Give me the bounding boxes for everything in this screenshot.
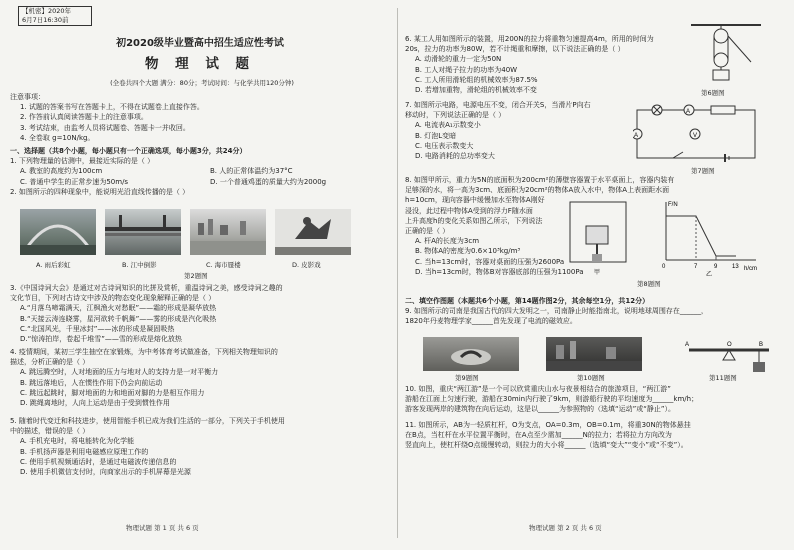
q9-stem-line: 1820年丹麦物理学家______首先发现了电流的磁效应。	[405, 317, 577, 326]
q8-figure	[566, 198, 786, 278]
q7-option-d: D. 电路消耗的总功率变大	[415, 152, 495, 161]
rainbow-photo	[20, 209, 96, 255]
notice-item: 3. 考试结束，由监考人员将试题卷、答题卡一并收回。	[20, 123, 190, 132]
svg-text:B: B	[759, 342, 764, 348]
q7-stem-line: 7. 如图所示电路，电源电压不变，闭合开关S，当滑片P向右	[405, 101, 591, 109]
shadow-play-art	[275, 209, 351, 255]
river-reflection-photo	[105, 209, 181, 255]
q6-option-c: C. 工人所用滑轮组的机械效率为87.5%	[415, 75, 538, 84]
q4-option-b: B. 跳远落地后，人在惯性作用下仍会向前运动	[20, 378, 163, 387]
q8-tick-9: 9	[714, 264, 718, 270]
q8-fig-a-label: 甲	[594, 270, 601, 276]
q5-stem-line: 5. 随着时代变迁和科技进步，使用智能手机已成为我们生活的一部分，下列关于手机使用	[10, 417, 285, 425]
q3-option-a: A.“月落乌啼霜满天，江枫渔火对愁眠”——霜的形成是凝华放热	[20, 304, 217, 313]
q11-figure-caption: 第11题图	[709, 374, 737, 382]
svg-text:A: A	[634, 133, 639, 139]
q7-option-a: A. 电流表A₁示数变小	[415, 121, 481, 130]
q9-figure-caption: 第9题图	[455, 374, 479, 382]
question-3	[10, 283, 390, 344]
q3-stem-line: 3.《中国诗词大会》是通过对古诗词知识的比拼及赏析，重温诗词之美，感受诗词之趣的	[10, 284, 283, 292]
q2-label-b: B. 江中倒影	[122, 261, 157, 269]
section-1-heading: 一、选择题（共8个小题，每小题只有一个正确选项，每小题3分，共24分）	[10, 147, 247, 155]
q2-stem: 2. 如图所示的四种现象中，能说明光沿直线传播的是（ ）	[10, 187, 190, 196]
q2-figure-caption: 第2题图	[184, 272, 208, 280]
q7-figure-caption: 第7题图	[691, 167, 715, 175]
q11-stem-line: 11. 如图所示，AB为一轻质杠杆，O为支点，OA=0.3m，OB=0.1m，将重30N的物体悬挂	[405, 421, 691, 429]
q7-option-b: B. 灯泡L变暗	[415, 131, 457, 140]
q4-option-d: D. 跳绳离地时，人向上运动是由于受到惯性作用	[20, 399, 170, 408]
confidential-stamp	[18, 6, 92, 26]
q7-option-c: C. 电压表示数变大	[415, 141, 474, 150]
q8-tick-7: 7	[694, 264, 698, 270]
q2-label-d: D. 皮影戏	[292, 261, 321, 269]
q10-stem-line: 游客发现两岸的建筑物在向后运动，这是以______为参照物的（选填“运动”或“静止”）。	[405, 405, 676, 414]
exam-note: (全卷共四个大题 满分：80分；考试时间：与化学共用120分钟)	[110, 79, 294, 87]
q8-stem-line: 足够深的水，将一高为3cm、底面积为20cm²的物体A放入水中，物体A上表面距水面	[405, 186, 670, 195]
q8-fig-b-label: 乙	[706, 272, 713, 278]
q10-stem-line: 游船在江面上匀速行驶，游船在30min内行驶了9km，则游船行驶的平均速度为______km/h；	[405, 395, 699, 404]
svg-text:O: O	[727, 342, 732, 348]
q8-tick-0: 0	[662, 264, 666, 270]
notice-item: 2. 作答前认真阅读答题卡上的注意事项。	[20, 113, 148, 122]
q3-option-d: D.“惊涛拍岸，卷起千堆雪”——雪的形成是熔化放热	[20, 335, 182, 344]
compass-photo	[423, 337, 519, 371]
notice-block	[10, 92, 390, 143]
q5-option-a: A. 手机充电时，将电能转化为化学能	[20, 437, 135, 446]
q2-label-a: A. 雨后彩虹	[36, 261, 71, 269]
q8-option-c: C. 当h=13cm时，容器对桌面的压强为2600Pa	[415, 257, 565, 266]
stamp-line-1: 【机密】2020年	[22, 7, 72, 15]
svg-text:A: A	[686, 109, 691, 115]
q7-circuit-figure	[633, 104, 761, 164]
q8-stem-line: 浸没，此过程中物体A受到的浮力F随水面	[405, 206, 533, 215]
svg-text:A: A	[685, 342, 690, 348]
q4-stem-line: 4. 疫情期间，某初三学生抽空在家锻炼，为中考体育考试做准备，下列相关物理知识的	[10, 348, 278, 356]
q5-option-c: C. 使用手机视频通话时，是通过电磁波传递信息的	[20, 457, 177, 466]
section-2-heading: 二、填空作图题（本题共6个小题，第14题作图2分，其余每空1分，共12分）	[405, 297, 650, 305]
mirage-photo	[190, 209, 266, 255]
q2-label-c: C. 海市蜃楼	[206, 261, 241, 269]
q8-figure-caption: 第8题图	[637, 280, 661, 288]
q2-figures	[20, 209, 351, 255]
q5-option-d: D. 使用手机微信支付时，向商家出示的手机屏幕是光源	[20, 468, 191, 477]
question-4	[10, 347, 390, 408]
q1-stem: 1. 下列物理量的估测中，最接近实际的是（ ）	[10, 157, 155, 166]
night-river-photo	[546, 337, 642, 371]
svg-text:V: V	[693, 133, 698, 139]
q6-option-b: B. 工人对绳子拉力的功率为40W	[415, 65, 518, 74]
notice-heading: 注意事项：	[10, 93, 45, 101]
mirage-art	[190, 209, 266, 255]
q6-option-d: D. 若增加重物，滑轮组的机械效率不变	[415, 86, 537, 95]
q7-stem-line: 移动时，下列说法正确的是（ ）	[405, 111, 506, 120]
q6-stem-line: 20s，拉力的功率为80W，若不计绳重和摩擦，以下说法正确的是（ ）	[405, 45, 625, 54]
q6-pulley-figure	[691, 22, 761, 90]
shadow-play-photo	[275, 209, 351, 255]
q11-lever-figure	[683, 330, 775, 378]
notice-item: 4. 全卷取 g=10N/kg。	[20, 133, 95, 142]
q10-stem-line: 10. 如图，重庆“两江游”是一个可以欣赏重庆山水与夜景相结合的旅游项目，“两江游”	[405, 385, 671, 393]
rainbow-photo-art	[20, 209, 96, 255]
compass-art	[423, 337, 519, 371]
q8-option-a: A. 杆A的长度为3cm	[415, 237, 480, 246]
q8-axis-x: h/cm	[744, 266, 758, 272]
q8-stem-line: 上升高度h的变化关系如图乙所示，下列说法	[405, 216, 543, 225]
night-river-art	[546, 337, 642, 371]
question-10	[405, 384, 785, 415]
q3-option-b: B.“天接云涛连晓雾，星河欲转千帆舞”——雾的形成是汽化吸热	[20, 314, 217, 323]
q6-stem-line: 6. 某工人用如图所示的装置，用200N的拉力将重物匀速提高4m，所用的时间为	[405, 35, 654, 43]
q1-option-d: D. 一个普通鸡蛋的质量大约为2000g	[210, 177, 327, 186]
q4-option-c: C. 跳远起跳时，脚对地面的力和地面对脚的力是相互作用力	[20, 388, 205, 397]
q8-tick-13: 13	[732, 264, 739, 270]
page-divider	[397, 8, 398, 538]
q1-option-c: C. 普通中学生的正常步速为50m/s	[20, 177, 129, 186]
page-left	[6, 0, 394, 550]
q5-stem-line: 中的描述，错误的是（ ）	[10, 427, 90, 436]
footer-right: 物理试题 第 2 页 共 6 页	[529, 524, 602, 532]
notice-item: 1. 试题的答案书写在答题卡上，不得在试题卷上直接作答。	[20, 103, 204, 112]
q10-figure-caption: 第10题图	[577, 374, 605, 382]
q8-option-d: D. 当h=13cm时，物体B对容器底部的压强为1100Pa	[415, 267, 584, 276]
question-6	[405, 34, 675, 95]
q11-stem-line: 在B点，当杠杆在水平位置平衡时，在A点至少需加______N的拉力；若将拉力方向改为	[405, 431, 672, 440]
footer-left: 物理试题 第 1 页 共 6 页	[126, 524, 199, 532]
q4-stem-line: 描述，分析正确的是（ ）	[10, 358, 90, 367]
bridge-art	[105, 209, 181, 255]
exam-title: 物 理 试 题	[144, 56, 256, 72]
q8-axis-y: F/N	[668, 202, 678, 208]
page-right	[401, 0, 789, 550]
question-9	[405, 296, 785, 327]
q4-option-a: A. 跳远腾空时，人对地面的压力与地对人的支持力是一对平衡力	[20, 368, 219, 377]
q8-stem-line: h=10cm，现向容器中缓慢加水至物体A刚好	[405, 196, 545, 205]
q6-figure-caption: 第6题图	[701, 89, 725, 97]
q8-stem-line: 正确的是（ ）	[405, 227, 450, 236]
q3-stem-line: 文化节目，下列对古诗文中涉及的物态变化现象解释正确的是（ ）	[10, 294, 216, 303]
q5-option-b: B. 手机扬声器是利用电磁感应原理工作的	[20, 447, 149, 456]
q11-stem-line: 竖直向上，使杠杆绕O点缓慢转动，则拉力的大小将______（选填“变大”“变小”或“不变”）。	[405, 441, 688, 450]
q1-option-b: B. 人的正常体温约为37°C	[210, 167, 293, 176]
q9-stem-line: 9. 如图所示的司南是我国古代的四大发明之一，司南静止时能指南北，说明地球周围存在______，	[405, 307, 708, 316]
exam-header: 初2020级毕业暨高中招生适应性考试	[116, 38, 284, 49]
q8-option-b: B. 物体A的密度为0.6×10³kg/m³	[415, 247, 521, 256]
q6-option-a: A. 动滑轮的重力一定为50N	[415, 55, 502, 64]
q3-option-c: C.“北国风光，千里冰封”——冰的形成是凝固吸热	[20, 324, 175, 333]
question-5	[10, 416, 390, 477]
q1-option-a: A. 教室的高度约为100cm	[20, 167, 103, 176]
stamp-line-2: 6月7日16:30前	[22, 16, 69, 24]
q8-stem-line: 8. 如图甲所示，重力为5N的底面积为200cm²的薄壁容器置于水平桌面上，容器内装有	[405, 176, 675, 184]
question-11	[405, 420, 785, 451]
question-1	[10, 146, 390, 197]
